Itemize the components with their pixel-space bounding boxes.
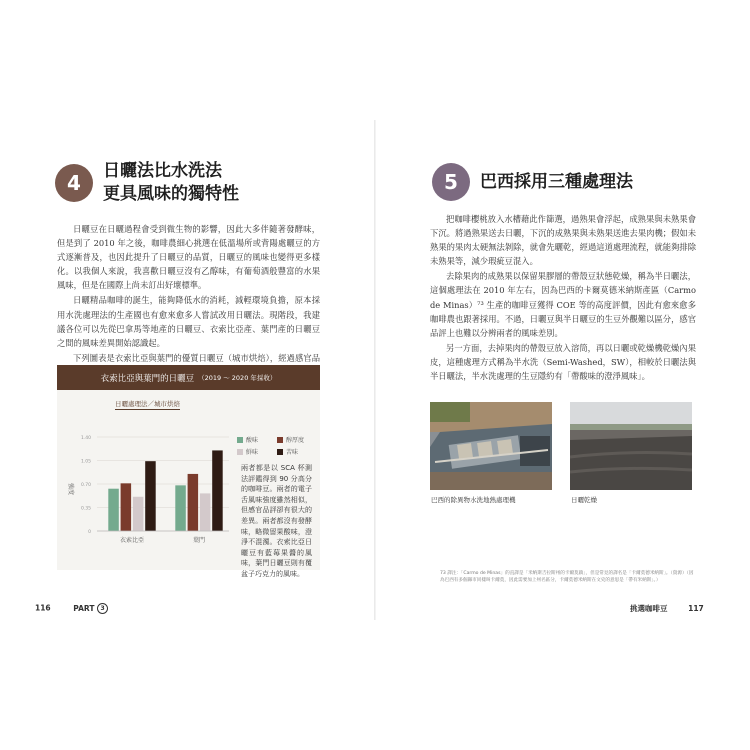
chart-header <box>57 365 320 390</box>
paragraph: 日曬豆在日曬過程會受到微生物的影響，因此大多伴隨著發酵味，但是到了 2010 年之後，咖啡農細心挑選在低溫場所或背陽處曬豆的方式逐漸普及，也因此提升了日曬豆的品質，日曬豆的風味也變得更多樣化。以我個人來說，我喜歡日曬豆沒有乙醇味，有葡萄酒般豐富的水果風味，但是在國際上尚未訂出好壞標準。 <box>57 224 320 291</box>
legend-swatch <box>237 437 243 443</box>
legend-item <box>277 435 317 444</box>
legend-swatch <box>237 449 243 455</box>
section-4-heading <box>55 160 239 206</box>
y-tick-label: 0.35 <box>80 506 91 512</box>
chart-box <box>57 365 320 578</box>
section-number-badge: 5 <box>432 163 470 201</box>
paragraph: 把咖啡櫻桃放入水槽藉此作篩選，過熟果會浮起，成熟果與未熟果會下沉。將過熟果送去日曬，下沉的成熟果與未熟果送進去果肉機；假如未熟果的果肉太硬無法剝除，就會先曬乾，經過這道處理流程，就能夠排除未熟果等，減少瑕疵豆混入。 <box>430 214 696 267</box>
part-number: 3 <box>97 603 108 614</box>
photo-caption: 巴西的除異物水洗地熱處理機 <box>431 496 516 504</box>
legend-item <box>237 447 277 456</box>
y-tick-label: 1.40 <box>80 436 91 441</box>
bar <box>200 493 211 531</box>
section-number-badge: 4 <box>55 164 93 202</box>
footnote: 73 譯注：「Carmo de Minas」的直譯是「米納斯吉拉斯州的卡爾莫鎮」，但是常見的譯名是「卡爾莫德米納斯」。（資源）（因為巴西有多個縣市同樣叫卡爾莫，因此需要加上州名區分，卡爾莫德米納斯在文史的意思是「帶有米納斯」。） <box>440 571 694 583</box>
legend-swatch <box>277 449 283 455</box>
folio-left <box>35 603 108 614</box>
paragraph: 另一方面，去掉果肉的帶殼豆放入溶筒，再以日曬或乾燥機乾燥內果皮，這種處理方式稱為半水洗（Semi-Washed，SW），相較於日曬法與半日曬法，半水洗處理的生豆隱約有「帶酸味的澄淨風味」。 <box>430 342 696 382</box>
paragraph: 去除果肉的成熟果以保留果膠層的帶殼豆狀態乾燥，稱為半日曬法，這個處理法在 2010 年左右，因為巴西的卡爾莫德米納斯產區（Carmo de Minas）⁷³ 生產的咖啡豆獲得 COE 等的高度評價，因此有愈來愈多咖啡農也跟著採用。不過，日曬豆與半日曬豆的生豆外觀難以區分，感官品評上也難以分辨兩者的風味差別。 <box>430 271 696 338</box>
y-tick-label: 0.70 <box>80 483 91 488</box>
bar <box>188 474 199 531</box>
y-tick-label: 0 <box>88 530 91 535</box>
chart-title: 衣索比亞與葉門的日曬豆 <box>100 373 195 384</box>
right-body-text <box>430 212 696 384</box>
bar <box>108 489 119 531</box>
page-number: 116 <box>35 603 51 613</box>
y-axis-label: 強度 <box>67 482 74 496</box>
section-title-line-2: 更具風味的獨特性 <box>103 184 239 204</box>
paragraph: 下列圖表是衣索比亞與葉門的優質日曬豆（城市烘焙），經過感官品 <box>73 352 320 363</box>
y-tick-label: 1.05 <box>80 459 91 465</box>
page-gutter <box>374 120 376 620</box>
bar <box>145 461 156 531</box>
x-tick-label: 葉門 <box>192 537 206 544</box>
legend-label: 醇厚度 <box>286 437 305 444</box>
bar-chart <box>57 405 237 555</box>
part-label: PART <box>73 603 95 613</box>
bar <box>212 450 223 531</box>
chart-note: 兩者都是以 SCA 杯測法評鑑得到 90 分高分的咖啡豆。兩者的電子舌風味強度雖然相似，但感官品評卻有很大的差異。兩者都沒有發酵味，略微留果酸味，澄淨不混濁。衣索比亞日曬豆有藍莓果醬的風味，葉門日曬豆則有覆盆子巧克力的風味。 <box>241 464 312 578</box>
left-body-text <box>57 222 320 380</box>
folio-right <box>630 603 704 614</box>
paragraph: 日曬精品咖啡的誕生，能夠降低水的消耗，減輕環境負擔，原本採用水洗處理法的生產國也有愈來愈多人嘗試改用日曬法。現階段，我建議各位可以先從巴拿馬等地產的日曬豆、衣索比亞產、葉門產的日曬豆之間的風味差異開始認識起。 <box>57 295 320 348</box>
legend-swatch <box>277 437 283 443</box>
processing-machine-photo <box>430 402 552 490</box>
legend-label: 酸味 <box>246 437 259 444</box>
bar <box>133 497 144 531</box>
legend-label: 苦味 <box>286 449 299 456</box>
chart-subtitle: 日曬處理法／城市烘焙 <box>115 400 180 408</box>
photo-caption: 日曬乾燥 <box>571 496 597 504</box>
legend-item <box>277 447 317 456</box>
section-5-heading <box>432 163 633 201</box>
bar <box>175 485 186 531</box>
x-tick-label: 衣索比亞 <box>119 537 145 544</box>
section-title <box>480 171 633 194</box>
section-title-line-1: 巴西採用三種處理法 <box>480 171 633 192</box>
chapter-label: 挑選咖啡豆 <box>630 604 668 613</box>
drying-patio-photo <box>570 402 692 490</box>
chart-legend <box>237 435 317 456</box>
chart-title-sub: （2019 ～ 2020 年採收） <box>198 374 277 382</box>
section-title <box>103 160 239 206</box>
section-title-line-1: 日曬法比水洗法 <box>103 161 222 181</box>
legend-item <box>237 435 277 444</box>
legend-label: 鮮味 <box>246 449 259 456</box>
page-number: 117 <box>688 604 704 613</box>
bar <box>121 483 132 531</box>
